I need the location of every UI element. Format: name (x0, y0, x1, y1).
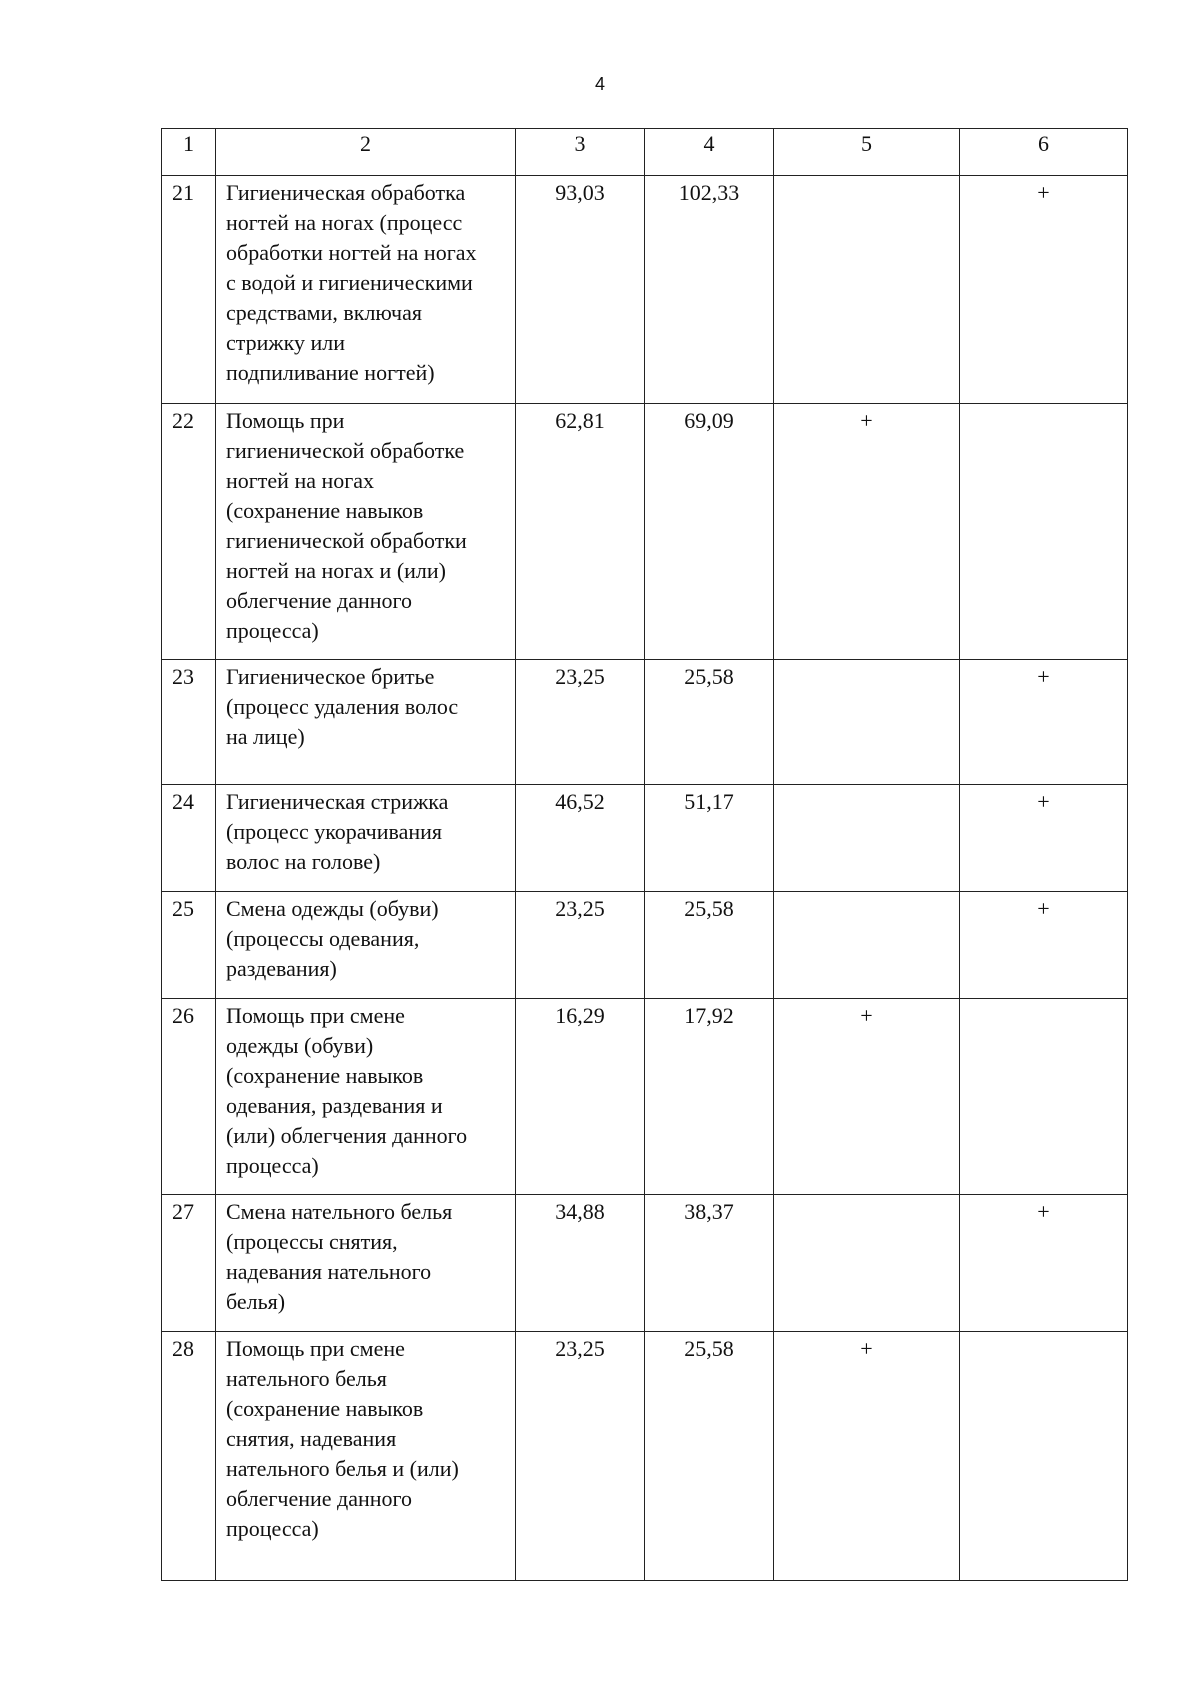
header-cell-3: 3 (516, 129, 645, 176)
column-6-mark-cell (960, 999, 1128, 1195)
description-line: нательного белья (226, 1366, 387, 1391)
header-cell-6: 6 (960, 129, 1128, 176)
page-number: 4 (594, 74, 605, 94)
row-number-cell: 27 (162, 1195, 216, 1332)
description-line: надевания нательного (226, 1259, 432, 1284)
description-line: стрижку или (226, 330, 346, 355)
service-description-cell (216, 404, 516, 660)
description-line: (процессы снятия, (226, 1229, 398, 1254)
description-line: Помощь при (226, 408, 345, 433)
header-cell-5: 5 (774, 129, 960, 176)
table-row (162, 176, 1128, 404)
tariff-value-with-vat-cell: 25,58 (645, 1332, 774, 1581)
description-line: (или) облегчения данного (226, 1123, 468, 1148)
description-line: на лице) (226, 724, 305, 749)
tariff-value-cell: 34,88 (516, 1195, 645, 1332)
description-line: подпиливание ногтей) (226, 360, 435, 385)
row-number-cell: 25 (162, 892, 216, 999)
header-cell-4: 4 (645, 129, 774, 176)
description-line: с водой и гигиеническими (226, 270, 473, 295)
description-line: нательного белья и (или) (226, 1456, 459, 1481)
table-body (162, 129, 1128, 1581)
tariff-value-cell: 23,25 (516, 660, 645, 785)
description-line: (сохранение навыков (226, 1063, 424, 1088)
service-description-cell (216, 785, 516, 892)
column-6-mark-cell: + (960, 892, 1128, 999)
tariff-value-cell: 46,52 (516, 785, 645, 892)
services-table (161, 128, 1128, 1581)
description-line: процесса) (226, 1153, 319, 1178)
column-6-mark-cell: + (960, 660, 1128, 785)
description-line: (процесс удаления волос (226, 694, 459, 719)
description-line: (сохранение навыков (226, 1396, 424, 1421)
tariff-value-cell: 23,25 (516, 1332, 645, 1581)
table-row (162, 404, 1128, 660)
description-line: Смена одежды (обуви) (226, 896, 439, 921)
service-description-cell (216, 660, 516, 785)
column-6-mark-cell (960, 404, 1128, 660)
description-line: гигиенической обработке (226, 438, 465, 463)
column-5-mark-cell: + (774, 1332, 960, 1581)
row-number-cell: 23 (162, 660, 216, 785)
description-line: обработки ногтей на ногах (226, 240, 477, 265)
table-row (162, 1195, 1128, 1332)
description-line: раздевания) (226, 956, 337, 981)
description-line: снятия, надевания (226, 1426, 397, 1451)
description-line: процесса) (226, 1516, 319, 1541)
header-row (162, 129, 1128, 176)
row-number-cell: 24 (162, 785, 216, 892)
column-5-mark-cell (774, 176, 960, 404)
tariff-value-with-vat-cell: 38,37 (645, 1195, 774, 1332)
table-row (162, 785, 1128, 892)
table-row (162, 1332, 1128, 1581)
table-row (162, 892, 1128, 999)
tariff-value-cell: 62,81 (516, 404, 645, 660)
description-line: белья) (226, 1289, 286, 1314)
column-5-mark-cell (774, 660, 960, 785)
column-6-mark-cell: + (960, 1195, 1128, 1332)
header-cell-2: 2 (216, 129, 516, 176)
description-line: ногтей на ногах (226, 468, 375, 493)
column-6-mark-cell: + (960, 785, 1128, 892)
service-description-cell (216, 999, 516, 1195)
description-line: Гигиеническая обработка (226, 180, 466, 205)
tariff-value-with-vat-cell: 17,92 (645, 999, 774, 1195)
service-description-cell (216, 176, 516, 404)
row-number-cell: 22 (162, 404, 216, 660)
tariff-value-with-vat-cell: 102,33 (645, 176, 774, 404)
row-number-cell: 26 (162, 999, 216, 1195)
service-description-cell (216, 1332, 516, 1581)
description-line: волос на голове) (226, 849, 381, 874)
description-line: средствами, включая (226, 300, 422, 325)
tariff-value-with-vat-cell: 25,58 (645, 892, 774, 999)
description-line: (процесс укорачивания (226, 819, 443, 844)
tariff-value-with-vat-cell: 69,09 (645, 404, 774, 660)
tariff-value-cell: 23,25 (516, 892, 645, 999)
row-number-cell: 21 (162, 176, 216, 404)
column-5-mark-cell (774, 892, 960, 999)
column-5-mark-cell (774, 1195, 960, 1332)
header-cell-1: 1 (162, 129, 216, 176)
description-line: (процессы одевания, (226, 926, 420, 951)
description-line: облегчение данного (226, 1486, 413, 1511)
column-5-mark-cell (774, 785, 960, 892)
description-line: Смена нательного белья (226, 1199, 453, 1224)
description-line: ногтей на ногах (процесс (226, 210, 463, 235)
tariff-value-cell: 93,03 (516, 176, 645, 404)
description-line: Помощь при смене (226, 1003, 405, 1028)
column-6-mark-cell (960, 1332, 1128, 1581)
column-6-mark-cell: + (960, 176, 1128, 404)
row-number-cell: 28 (162, 1332, 216, 1581)
description-line: облегчение данного (226, 588, 413, 613)
description-line: ногтей на ногах и (или) (226, 558, 446, 583)
column-5-mark-cell: + (774, 404, 960, 660)
description-line: Помощь при смене (226, 1336, 405, 1361)
description-line: одевания, раздевания и (226, 1093, 443, 1118)
description-line: гигиенической обработки (226, 528, 467, 553)
column-5-mark-cell: + (774, 999, 960, 1195)
table-row (162, 999, 1128, 1195)
table-row (162, 660, 1128, 785)
tariff-value-with-vat-cell: 25,58 (645, 660, 774, 785)
description-line: одежды (обуви) (226, 1033, 374, 1058)
description-line: процесса) (226, 618, 319, 643)
description-line: Гигиеническая стрижка (226, 789, 449, 814)
description-line: Гигиеническое бритье (226, 664, 435, 689)
tariff-value-cell: 16,29 (516, 999, 645, 1195)
tariff-value-with-vat-cell: 51,17 (645, 785, 774, 892)
service-description-cell (216, 892, 516, 999)
description-line: (сохранение навыков (226, 498, 424, 523)
service-description-cell (216, 1195, 516, 1332)
